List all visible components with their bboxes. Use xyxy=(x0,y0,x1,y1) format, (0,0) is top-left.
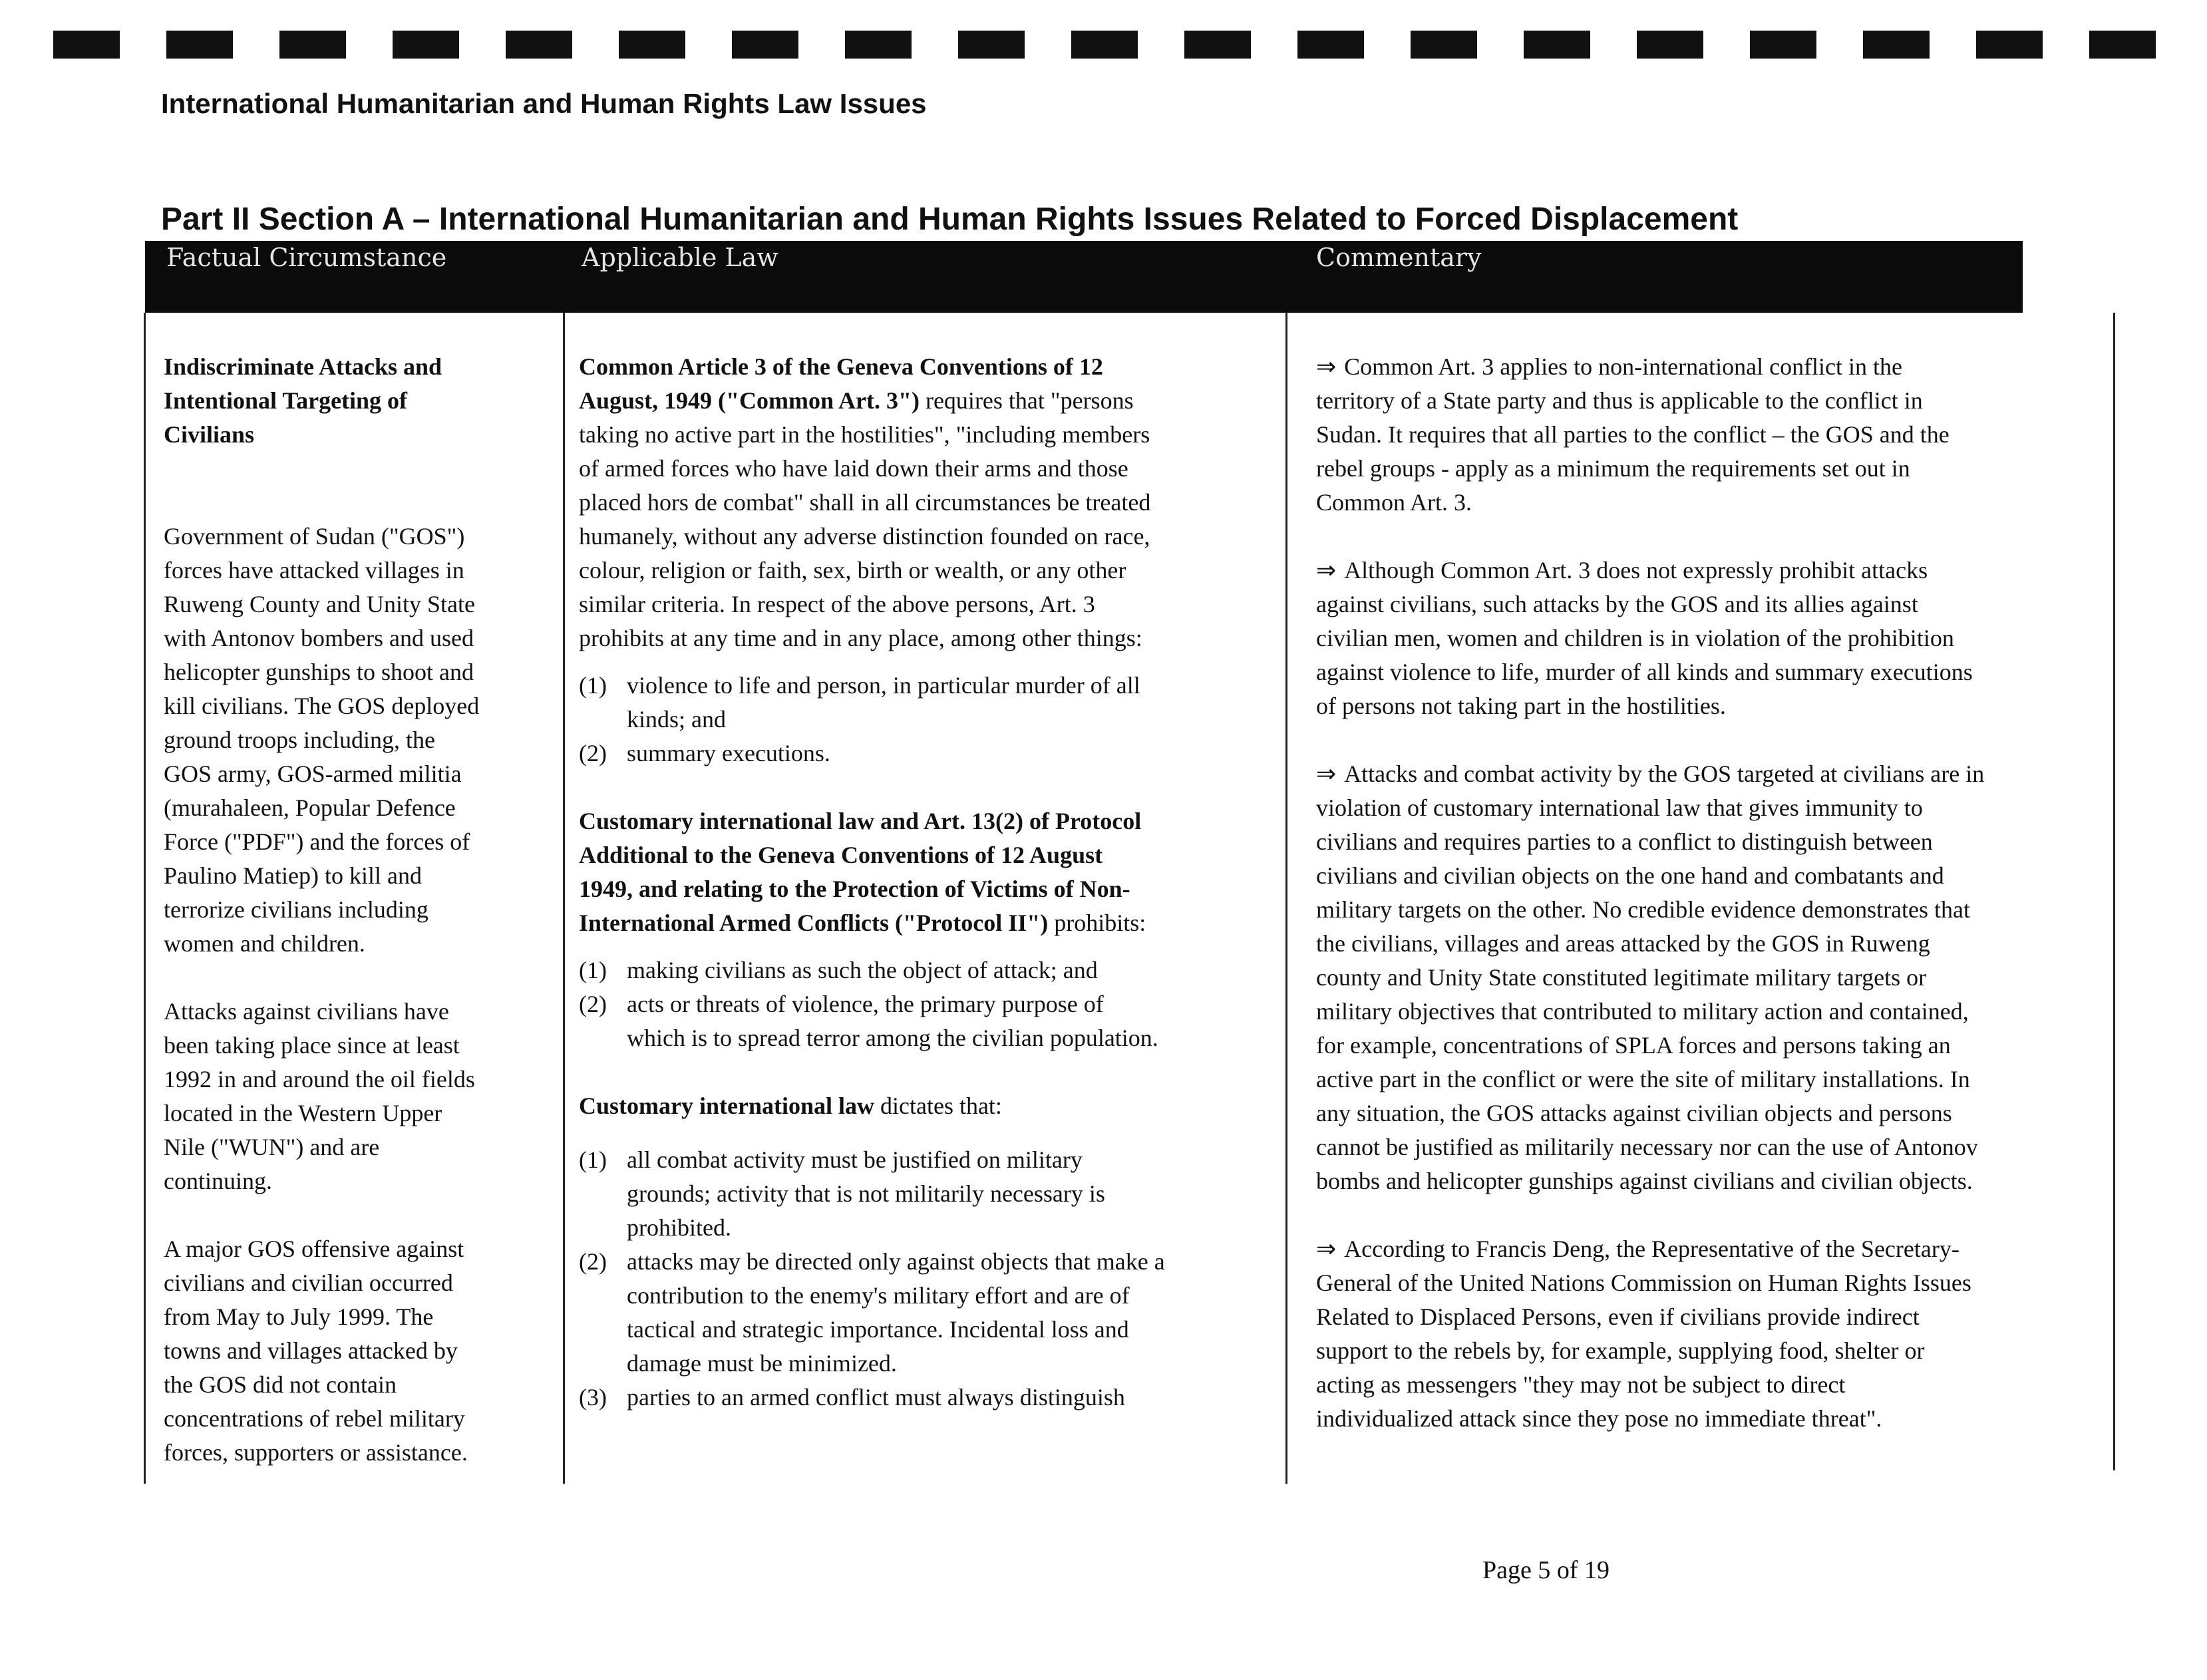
text-line xyxy=(579,906,1277,940)
law-column xyxy=(579,350,1277,1415)
text-line: Government of Sudan ("GOS") xyxy=(164,523,465,550)
text-span: similar criteria. In respect of the above persons, Art. 3 xyxy=(579,591,1095,617)
text-span: placed hors de combat" shall in all circumstances be treated xyxy=(579,489,1151,516)
text-line xyxy=(1316,1266,2108,1300)
text-line xyxy=(1316,1096,2108,1130)
text-line xyxy=(1316,995,2108,1029)
list-item-line xyxy=(579,1279,1277,1313)
text-line xyxy=(1316,1130,2108,1164)
text-line: been taking place since at least xyxy=(164,1032,460,1059)
commentary-paragraph-3 xyxy=(1316,757,2108,1198)
text-line: Attacks against civilians have xyxy=(164,998,449,1025)
text-line xyxy=(1316,859,2108,893)
factual-paragraph-2 xyxy=(164,995,556,1198)
text-line xyxy=(1316,689,2108,723)
list-item-number: (2) xyxy=(579,1248,607,1275)
factual-column xyxy=(164,350,556,1470)
factual-paragraph-1 xyxy=(164,520,556,961)
text-line xyxy=(1316,1029,2108,1063)
tick-mark xyxy=(1750,31,1816,59)
text-span: of armed forces who have laid down their arms and those xyxy=(579,455,1128,482)
text-span: Attacks and combat activity by the GOS targeted at civilians are in xyxy=(1344,760,1985,787)
factual-heading xyxy=(164,350,556,452)
list-item-line xyxy=(579,1347,1277,1381)
list-item-line xyxy=(579,1021,1277,1055)
text-span: civilian men, women and children is in violation of the prohibition xyxy=(1316,625,1954,651)
text-line xyxy=(1316,927,2108,961)
text-line xyxy=(579,588,1277,621)
list-item-text: all combat activity must be justified on military xyxy=(627,1146,1083,1173)
list-item-text: attacks may be directed only against objects that make a xyxy=(627,1248,1165,1275)
factual-paragraph-3 xyxy=(164,1232,556,1470)
bold-citation: Customary international law xyxy=(579,1092,874,1119)
text-line xyxy=(1316,554,2108,588)
tick-mark xyxy=(845,31,912,59)
bold-citation: International Armed Conflicts ("Protocol II") xyxy=(579,910,1049,936)
text-line xyxy=(1316,1402,2108,1436)
page-number: Page 5 of 19 xyxy=(1482,1556,1610,1584)
tick-mark xyxy=(958,31,1025,59)
text-line: Additional to the Geneva Conventions of 12 August xyxy=(579,842,1103,868)
tick-mark xyxy=(2089,31,2156,59)
list-item-line xyxy=(579,987,1277,1021)
text-line xyxy=(1316,961,2108,995)
text-span: active part in the conflict or were the site of military installations. In xyxy=(1316,1066,1970,1092)
text-span: the civilians, villages and areas attacked by the GOS in Ruweng xyxy=(1316,930,1930,957)
list-item-text: making civilians as such the object of attack; and xyxy=(627,957,1098,983)
text-line xyxy=(579,486,1277,520)
text-span: civilians and civilian objects on the one hand and combatants and xyxy=(1316,862,1944,889)
column-divider xyxy=(2113,313,2115,1470)
arrow-icon: ⇒ xyxy=(1316,557,1337,584)
text-span: taking no active part in the hostilities", "including members xyxy=(579,421,1150,448)
text-line: 1992 in and around the oil fields xyxy=(164,1066,475,1092)
list-item-line xyxy=(579,703,1277,737)
text-line xyxy=(579,554,1277,588)
text-line xyxy=(1316,1063,2108,1096)
text-span: bombs and helicopter gunships against civilians and civilian objects. xyxy=(1316,1168,1973,1194)
text-line xyxy=(1316,791,2108,825)
text-line: located in the Western Upper xyxy=(164,1100,442,1126)
text-line xyxy=(1316,350,2108,384)
column-header-law: Applicable Law xyxy=(582,243,778,272)
tick-mark xyxy=(1297,31,1364,59)
text-line: A major GOS offensive against xyxy=(164,1236,464,1262)
tick-mark xyxy=(1184,31,1251,59)
text-line xyxy=(1316,1300,2108,1334)
bold-citation: August, 1949 ("Common Art. 3") xyxy=(579,387,920,414)
tick-mark xyxy=(53,31,120,59)
list-item-text: acts or threats of violence, the primary purpose of xyxy=(627,991,1104,1017)
factual-heading-line: Intentional Targeting of xyxy=(164,387,408,414)
list-item-number: (2) xyxy=(579,740,607,766)
text-line: Customary international law and Art. 13(2) of Protocol xyxy=(579,808,1142,834)
list-item-number xyxy=(579,1021,627,1055)
text-span: requires that "persons xyxy=(919,387,1134,414)
text-line: with Antonov bombers and used xyxy=(164,625,474,651)
list-item-number: (3) xyxy=(579,1384,607,1411)
tick-mark xyxy=(1524,31,1590,59)
arrow-icon: ⇒ xyxy=(1316,1236,1337,1262)
tick-mark xyxy=(1863,31,1930,59)
text-span: for example, concentrations of SPLA forces and persons taking an xyxy=(1316,1032,1951,1059)
text-span: civilians and requires parties to a conflict to distinguish between xyxy=(1316,828,1933,855)
text-span: colour, religion or faith, sex, birth or wealth, or any other xyxy=(579,557,1126,584)
list-item-number xyxy=(579,1279,627,1313)
arrow-icon: ⇒ xyxy=(1316,760,1337,787)
column-divider xyxy=(1285,313,1287,1484)
text-line xyxy=(1316,1334,2108,1368)
text-line xyxy=(1316,1368,2108,1402)
list-item-number: (1) xyxy=(579,672,607,699)
tick-mark xyxy=(1976,31,2043,59)
text-line xyxy=(579,520,1277,554)
text-line: terrorize civilians including xyxy=(164,896,428,923)
text-line: the GOS did not contain xyxy=(164,1371,397,1398)
text-line: helicopter gunships to shoot and xyxy=(164,659,474,685)
text-span: humanely, without any adverse distinction founded on race, xyxy=(579,523,1150,550)
text-span: county and Unity State constituted legitimate military targets or xyxy=(1316,964,1927,991)
list-item-text: parties to an armed conflict must always distinguish xyxy=(627,1384,1125,1411)
column-divider xyxy=(563,313,565,1484)
text-span: support to the rebels by, for example, supplying food, shelter or xyxy=(1316,1337,1925,1364)
text-line: Nile ("WUN") and are xyxy=(164,1134,380,1160)
list-item-number: (2) xyxy=(579,991,607,1017)
tick-mark xyxy=(166,31,233,59)
text-line xyxy=(1316,893,2108,927)
law-section-customary xyxy=(579,1089,1277,1123)
text-span: military objectives that contributed to military action and contained, xyxy=(1316,998,1969,1025)
text-line: continuing. xyxy=(164,1168,272,1194)
text-span: Common Art. 3 applies to non-international conflict in the xyxy=(1344,353,1903,380)
list-item-text: which is to spread terror among the civilian population. xyxy=(627,1025,1158,1051)
text-span: against violence to life, murder of all kinds and summary executions xyxy=(1316,659,1973,685)
document-header: International Humanitarian and Human Rights Law Issues xyxy=(161,88,927,119)
list-item-text: summary executions. xyxy=(627,740,830,766)
text-line xyxy=(579,384,1277,418)
text-line: GOS army, GOS-armed militia xyxy=(164,760,462,787)
text-line: forces, supporters or assistance. xyxy=(164,1439,468,1466)
text-line: civilians and civilian occurred xyxy=(164,1269,453,1296)
text-span: Sudan. It requires that all parties to the conflict – the GOS and the xyxy=(1316,421,1950,448)
bold-citation: Common Article 3 of the Geneva Conventions of 12 xyxy=(579,353,1103,380)
list-item-number: (1) xyxy=(579,957,607,983)
list-item-line xyxy=(579,737,1277,770)
text-line: forces have attacked villages in xyxy=(164,557,464,584)
text-span: violation of customary international law that gives immunity to xyxy=(1316,794,1923,821)
text-span: of persons not taking part in the hostilities. xyxy=(1316,693,1726,719)
list-item-text: contribution to the enemy's military effort and are of xyxy=(627,1282,1130,1309)
text-line xyxy=(1316,452,2108,486)
text-span: Although Common Art. 3 does not expressly prohibit attacks xyxy=(1344,557,1928,584)
text-span: General of the United Nations Commission on Human Rights Issues xyxy=(1316,1269,1971,1296)
commentary-paragraph-4 xyxy=(1316,1232,2108,1436)
text-span: acting as messengers "they may not be subject to direct xyxy=(1316,1371,1846,1398)
list-item-line xyxy=(579,1177,1277,1211)
text-line xyxy=(579,621,1277,655)
tick-mark xyxy=(732,31,798,59)
text-span: prohibits at any time and in any place, among other things: xyxy=(579,625,1142,651)
text-span: any situation, the GOS attacks against civilian objects and persons xyxy=(1316,1100,1952,1126)
text-line xyxy=(1316,757,2108,791)
text-line xyxy=(1316,418,2108,452)
section-title: Part II Section A – International Humanitarian and Human Rights Issues Related to Forced Displacement xyxy=(161,202,1739,237)
text-line xyxy=(1316,621,2108,655)
text-line xyxy=(579,452,1277,486)
text-line xyxy=(579,350,1277,384)
list-item-line xyxy=(579,1245,1277,1279)
list-item-number xyxy=(579,1177,627,1211)
text-line: Ruweng County and Unity State xyxy=(164,591,475,617)
column-header-factual: Factual Circumstance xyxy=(166,243,447,272)
list-item-line xyxy=(579,669,1277,703)
text-span: rebel groups - apply as a minimum the requirements set out in xyxy=(1316,455,1910,482)
text-span: territory of a State party and thus is applicable to the conflict in xyxy=(1316,387,1923,414)
column-header-commentary: Commentary xyxy=(1316,243,1482,272)
text-line xyxy=(1316,486,2108,520)
arrow-icon: ⇒ xyxy=(1316,353,1337,380)
text-line: concentrations of rebel military xyxy=(164,1405,465,1432)
text-span: individualized attack since they pose no immediate threat". xyxy=(1316,1405,1882,1432)
text-line: 1949, and relating to the Protection of Victims of Non- xyxy=(579,876,1130,902)
tick-mark xyxy=(1071,31,1138,59)
text-span: against civilians, such attacks by the GOS and its allies against xyxy=(1316,591,1918,617)
list-item-line xyxy=(579,1381,1277,1415)
text-line: ground troops including, the xyxy=(164,727,435,753)
commentary-paragraph-2 xyxy=(1316,554,2108,723)
list-item-text: kinds; and xyxy=(627,706,726,733)
text-span: dictates that: xyxy=(874,1092,1002,1119)
tick-mark xyxy=(279,31,346,59)
list-item-number xyxy=(579,703,627,737)
law-list-customary xyxy=(579,1143,1277,1415)
text-line xyxy=(1316,1232,2108,1266)
text-line: kill civilians. The GOS deployed xyxy=(164,693,480,719)
text-line xyxy=(1316,588,2108,621)
law-list-protocol-ii xyxy=(579,953,1277,1055)
list-item-line xyxy=(579,1313,1277,1347)
list-item-number xyxy=(579,1313,627,1347)
factual-heading-line: Indiscriminate Attacks and xyxy=(164,353,442,380)
text-line: (murahaleen, Popular Defence xyxy=(164,794,456,821)
text-line: towns and villages attacked by xyxy=(164,1337,458,1364)
law-section-common-art3 xyxy=(579,350,1277,655)
tick-mark xyxy=(1411,31,1477,59)
tick-mark xyxy=(506,31,572,59)
text-line xyxy=(1316,1164,2108,1198)
text-line xyxy=(579,418,1277,452)
factual-heading-line: Civilians xyxy=(164,421,255,448)
list-item-line xyxy=(579,953,1277,987)
tick-mark xyxy=(393,31,459,59)
text-span: cannot be justified as militarily necessary nor can the use of Antonov xyxy=(1316,1134,1978,1160)
column-divider xyxy=(144,313,146,1484)
list-item-text: damage must be minimized. xyxy=(627,1350,897,1377)
list-item-text: grounds; activity that is not militarily necessary is xyxy=(627,1180,1105,1207)
text-line: from May to July 1999. The xyxy=(164,1303,434,1330)
text-span: military targets on the other. No credible evidence demonstrates that xyxy=(1316,896,1971,923)
text-line xyxy=(579,1089,1277,1123)
list-item-text: prohibited. xyxy=(627,1214,731,1241)
commentary-paragraph-1 xyxy=(1316,350,2108,520)
law-list-common-art3 xyxy=(579,669,1277,770)
text-span: prohibits: xyxy=(1048,910,1146,936)
text-span: Related to Displaced Persons, even if civilians provide indirect xyxy=(1316,1303,1920,1330)
list-item-text: tactical and strategic importance. Incidental loss and xyxy=(627,1316,1129,1343)
text-line xyxy=(1316,825,2108,859)
text-line: Paulino Matiep) to kill and xyxy=(164,862,422,889)
law-section-protocol-ii xyxy=(579,804,1277,940)
commentary-column xyxy=(1316,350,2108,1436)
text-span: Common Art. 3. xyxy=(1316,489,1472,516)
text-span: According to Francis Deng, the Representative of the Secretary- xyxy=(1344,1236,1959,1262)
list-item-number: (1) xyxy=(579,1146,607,1173)
tick-mark xyxy=(1637,31,1703,59)
list-item-text: violence to life and person, in particular murder of all xyxy=(627,672,1140,699)
text-line xyxy=(1316,655,2108,689)
tick-mark xyxy=(619,31,685,59)
text-line: women and children. xyxy=(164,930,365,957)
text-line: Force ("PDF") and the forces of xyxy=(164,828,470,855)
list-item-line xyxy=(579,1211,1277,1245)
text-line xyxy=(1316,384,2108,418)
list-item-number xyxy=(579,1347,627,1381)
list-item-number xyxy=(579,1211,627,1245)
list-item-line xyxy=(579,1143,1277,1177)
